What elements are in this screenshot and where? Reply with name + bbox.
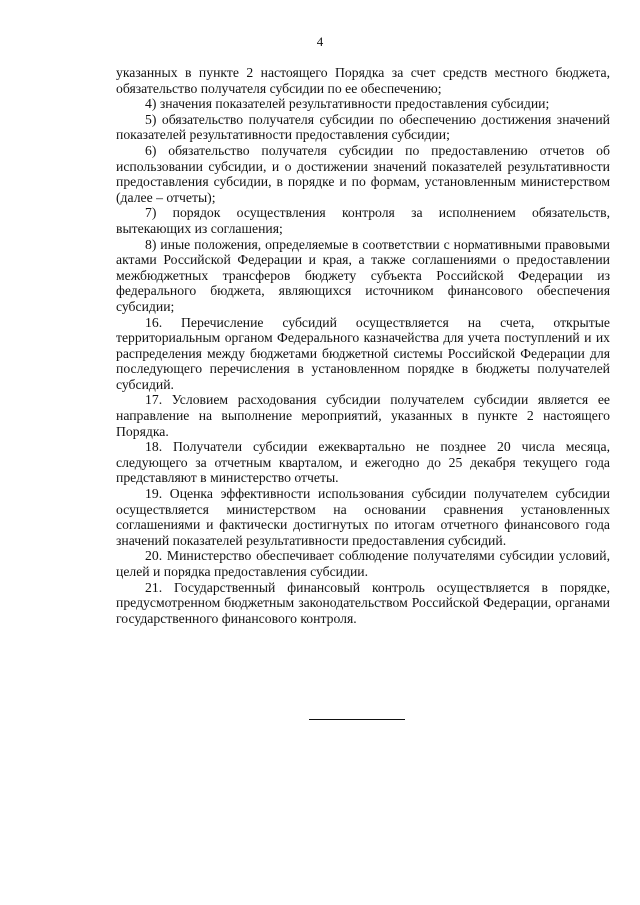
paragraph-20: 20. Министерство обеспечивает соблюдение получателями субсидии условий, целей и порядка предоставления субсидии. — [116, 548, 610, 579]
paragraph-item-8: 8) иные положения, определяемые в соответствии с нормативными правовыми актами Российской Федерации и края, а также соглашениями о предоставлении межбюджетных трансферов бюджету субъекта Российской Федерации из федерального бюджета, являющихся источником финансового обеспечения субсидии; — [116, 236, 610, 314]
paragraph-item-4: 4) значения показателей результативности предоставления субсидии; — [145, 96, 550, 112]
end-separator-line — [309, 719, 405, 720]
paragraph-18: 18. Получатели субсидии ежеквартально не позднее 20 числа месяца, следующего за отчетным кварталом, и ежегодно до 25 декабря текущего года представляют в министерство отчеты. — [116, 439, 610, 486]
paragraph-item-7: 7) порядок осуществления контроля за исполнением обязательств, вытекающих из соглашения; — [116, 205, 610, 236]
page-number: 4 — [316, 34, 324, 49]
paragraph-17: 17. Условием расходования субсидии получателем субсидии является ее направление на выполнение мероприятий, указанных в пункте 2 настоящего Порядка. — [116, 392, 610, 439]
paragraph-continuation: указанных в пункте 2 настоящего Порядка за счет средств местного бюджета, обязательство получателя субсидии по ее обеспечению; — [116, 65, 610, 96]
paragraph-19: 19. Оценка эффективности использования субсидии получателем субсидии осуществляется министерством на основании сравнения установленных соглашениями и фактически достигнутых по итогам отчетного финансового года значений показателей результативности предоставления субсидий. — [116, 486, 610, 548]
paragraph-16: 16. Перечисление субсидий осуществляется на счета, открытые территориальным органом Федерального казначейства для учета поступлений и их распределения между бюджетами бюджетной системы Российской Федерации для последующего перечисления в установленном порядке в бюджеты получателей субсидий. — [116, 314, 610, 392]
paragraph-item-5: 5) обязательство получателя субсидии по обеспечению достижения значений показателей результативности предоставления субсидии; — [116, 111, 610, 143]
document-body — [116, 65, 610, 626]
paragraph-item-6: 6) обязательство получателя субсидии по предоставлению отчетов об использовании субсидии, и о достижении значений показателей результативности предоставления субсидии, в порядке и по формам, установленным министерством (далее – отчеты); — [116, 142, 610, 205]
paragraph-21: 21. Государственный финансовый контроль осуществляется в порядке, предусмотренном бюджетным законодательством Российской Федерации, органами государственного финансового контроля. — [116, 579, 610, 626]
